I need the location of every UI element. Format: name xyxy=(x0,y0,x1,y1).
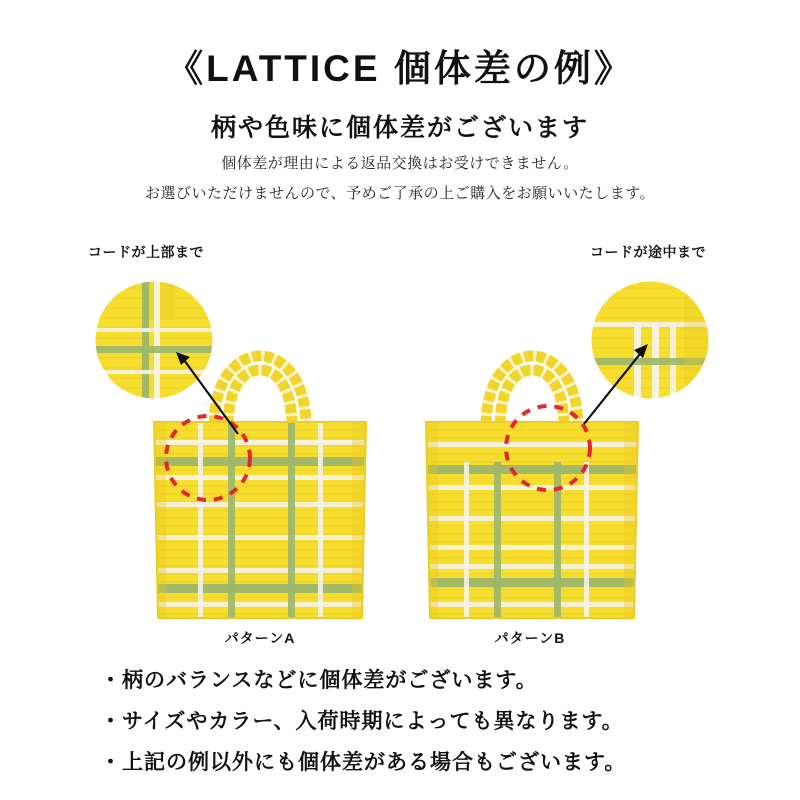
leader-line-pattern-a xyxy=(176,352,246,442)
bullet-list xyxy=(100,664,720,787)
bullet-item: ・サイズやカラー、入荷時期によっても異なります。 xyxy=(100,710,624,733)
bullet-item: ・柄のバランスなどに個体差がございます。 xyxy=(100,669,538,692)
page-title: 《LATTICE 個体差の例》 xyxy=(166,48,634,89)
leader-line-pattern-b xyxy=(580,340,650,430)
note-line-2: お選びいただけませんので、予めご了承の上ご購入をお願いいたします。 xyxy=(144,185,655,202)
pattern-caption-a: パターンA xyxy=(224,630,296,646)
pattern-caption-b: パターンB xyxy=(494,630,566,646)
note-line-1: 個体差が理由による返品交換はお受けできません。 xyxy=(221,155,579,172)
callout-label-right: コードが途中まで xyxy=(590,244,706,260)
bullet-item: ・上記の例以外にも個体差がある場合もございます。 xyxy=(100,751,627,774)
page-subtitle: 柄や色味に個体差がございます xyxy=(210,114,589,142)
callout-label-left: コードが上部まで xyxy=(88,244,204,260)
